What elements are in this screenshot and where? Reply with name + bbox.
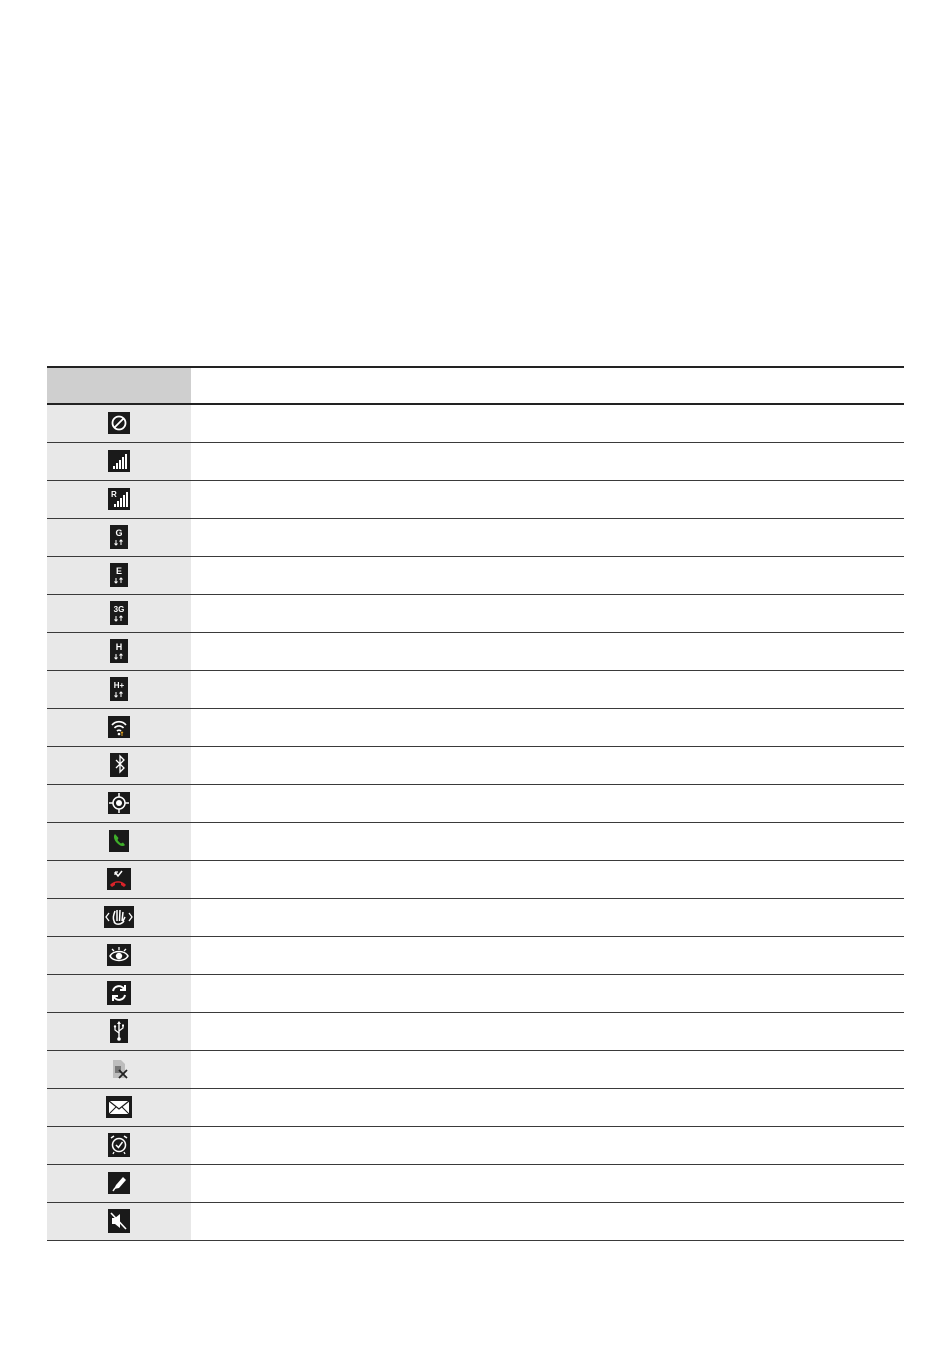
edge-network-icon: [110, 563, 128, 587]
meaning-cell: [191, 1088, 904, 1126]
icon-cell: [47, 898, 191, 936]
hspa-plus-network-icon: [110, 677, 128, 701]
table-row: [47, 784, 904, 822]
icon-cell: [47, 404, 191, 442]
meaning-cell: [191, 860, 904, 898]
wifi-connected-icon: [108, 716, 130, 738]
table-row: [47, 442, 904, 480]
table-row: [47, 518, 904, 556]
icon-cell: [47, 746, 191, 784]
meaning-cell: [191, 708, 904, 746]
signal-strength-icon: [108, 450, 130, 472]
meaning-cell: [191, 822, 904, 860]
table-row: [47, 822, 904, 860]
svg-text:R: R: [111, 490, 117, 499]
table-row: [47, 556, 904, 594]
usb-icon: [110, 1019, 128, 1043]
svg-text:3G: 3G: [113, 605, 125, 614]
header-icon-column: [47, 367, 191, 404]
bluetooth-icon: [110, 753, 128, 777]
meaning-cell: [191, 936, 904, 974]
icon-cell: [47, 632, 191, 670]
sync-icon: [107, 981, 131, 1005]
icon-cell: [47, 594, 191, 632]
gps-icon: [108, 792, 130, 814]
no-sim-card-icon: [109, 1057, 129, 1081]
icon-cell: [47, 784, 191, 822]
icon-cell: [47, 670, 191, 708]
table-row: [47, 860, 904, 898]
table-row: [47, 1050, 904, 1088]
meaning-cell: [191, 404, 904, 442]
svg-text:G: G: [115, 528, 123, 538]
icon-cell: [47, 822, 191, 860]
meaning-cell: [191, 898, 904, 936]
table-row: [47, 670, 904, 708]
icon-cell: [47, 442, 191, 480]
table-row: [47, 746, 904, 784]
table-row: [47, 632, 904, 670]
table-row: [47, 898, 904, 936]
table-row: [47, 1012, 904, 1050]
call-in-progress-icon: [109, 830, 129, 852]
icon-cell: [47, 974, 191, 1012]
event-notification-icon: [108, 1172, 130, 1194]
meaning-cell: [191, 594, 904, 632]
status-icons-table: [47, 366, 904, 1241]
table-row: [47, 404, 904, 442]
icon-cell: [47, 556, 191, 594]
table-row: [47, 1126, 904, 1164]
meaning-cell: [191, 442, 904, 480]
table-row: [47, 1202, 904, 1240]
icon-cell: [47, 860, 191, 898]
no-sim-icon: [108, 412, 130, 434]
meaning-cell: [191, 670, 904, 708]
icon-cell: [47, 480, 191, 518]
meaning-cell: [191, 974, 904, 1012]
air-gesture-icon: [104, 906, 134, 928]
roaming-signal-icon: [108, 488, 130, 510]
icon-cell: [47, 1202, 191, 1240]
meaning-cell: [191, 556, 904, 594]
alarm-icon: [108, 1133, 130, 1157]
header-meaning-column: [191, 367, 904, 404]
meaning-cell: [191, 518, 904, 556]
table-row: [47, 974, 904, 1012]
icon-cell: [47, 1012, 191, 1050]
meaning-cell: [191, 1164, 904, 1202]
meaning-cell: [191, 1012, 904, 1050]
missed-call-icon: [107, 868, 131, 890]
table-header-row: [47, 367, 904, 404]
table-row: [47, 1164, 904, 1202]
icon-cell: [47, 518, 191, 556]
3g-network-icon: [110, 601, 128, 625]
icon-cell: [47, 1126, 191, 1164]
icon-cell: [47, 1088, 191, 1126]
table-row: [47, 480, 904, 518]
smart-stay-icon: [107, 944, 131, 966]
new-message-icon: [106, 1096, 132, 1118]
meaning-cell: [191, 1050, 904, 1088]
meaning-cell: [191, 746, 904, 784]
table-row: [47, 936, 904, 974]
meaning-cell: [191, 632, 904, 670]
meaning-cell: [191, 1126, 904, 1164]
mute-icon: [108, 1209, 130, 1233]
icon-cell: [47, 936, 191, 974]
table-row: [47, 1088, 904, 1126]
gprs-network-icon: [110, 525, 128, 549]
svg-text:H+: H+: [113, 681, 125, 690]
icon-cell: [47, 1050, 191, 1088]
meaning-cell: [191, 480, 904, 518]
svg-text:E: E: [115, 566, 123, 576]
table-row: [47, 708, 904, 746]
meaning-cell: [191, 1202, 904, 1240]
hsdpa-network-icon: [110, 639, 128, 663]
icon-cell: [47, 708, 191, 746]
svg-text:H: H: [115, 642, 123, 652]
icon-cell: [47, 1164, 191, 1202]
meaning-cell: [191, 784, 904, 822]
table-row: [47, 594, 904, 632]
